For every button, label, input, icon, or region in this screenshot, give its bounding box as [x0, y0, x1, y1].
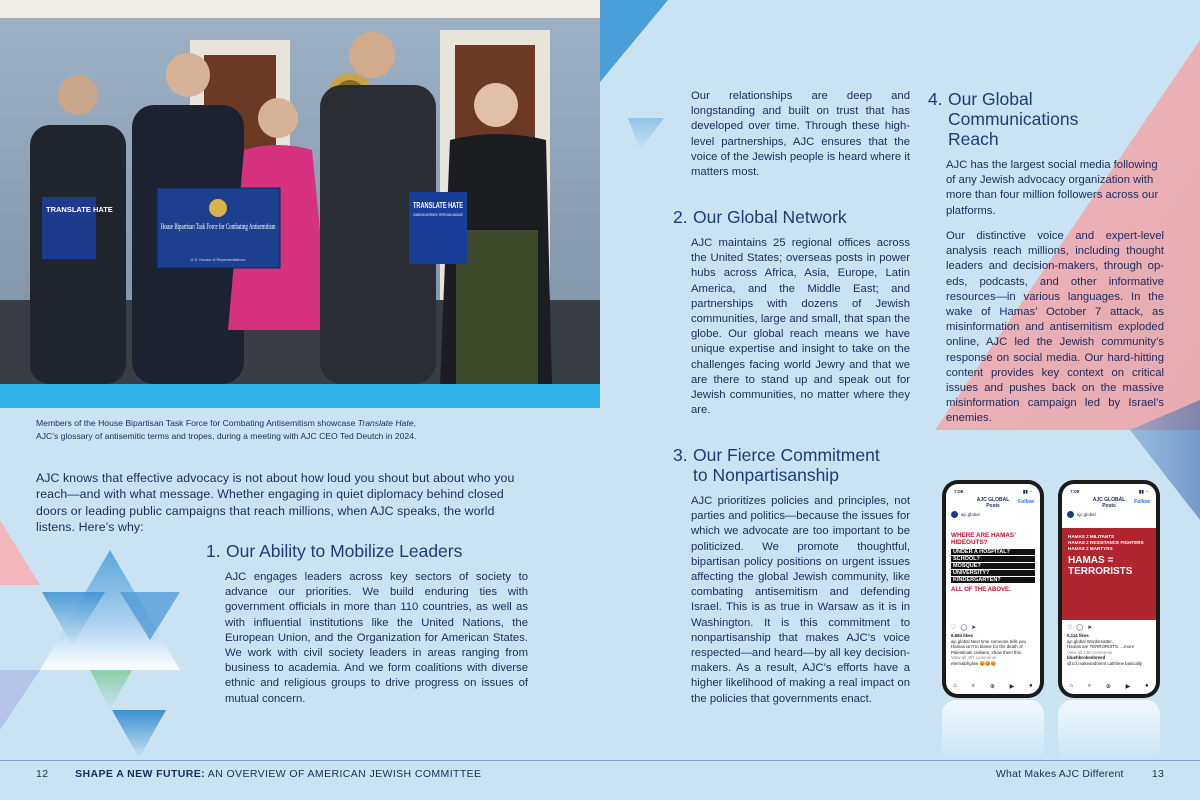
list-item: UNDER A HOSPITAL? [951, 549, 1035, 555]
section-2-title: Our Global Network [693, 207, 847, 227]
phone-right-caption-2: Hamas are TERRORISTS. ...more [1067, 644, 1135, 650]
add-icon[interactable]: ⊕ [1105, 684, 1111, 690]
section-2-body: AJC maintains 25 regional offices across the United States; overseas posts in power hubs across Africa, Asia, Europe, Latin America, and the Middle East; and partnerships with dozens of Jewish communities, large and small, that span the globe. Our global reach means we have unique expertise and insight to take on the challenges facing world Jewry and that we are there to stand up and speak out for Jewish communities, no matter where they are. [691, 237, 910, 417]
phone-right-time: 7:09 [1070, 489, 1080, 494]
section-2-number: 2. [673, 207, 688, 227]
section-1-body: AJC engages leaders across key sectors of society to advance our priorities. We build enduring ties with government officials in more than 110 countries, as well as with influential institutions like the United Nations, the European Union, and the Organization for American States. We work with civil society leaders in areas ranging from business to academia. And we form coalitions with diverse ethnic and religious groups to drive progress on issues of mutual concern. [225, 571, 528, 705]
phone-mockup-right [1058, 480, 1160, 698]
banner-title: House Bipartisan Task Force for Combating Antisemitism [160, 222, 276, 231]
share-icon[interactable]: ➤ [971, 625, 977, 631]
phone-right-caption: ajc.global Wordsmatter. [1067, 638, 1113, 644]
phone-left-caption: ajc.global Next time someone tells you Hamas isn't to blame for the death of Palestinian civilians, show them this. [951, 638, 1026, 655]
section-4-title-line-1: Our Global [948, 89, 1033, 109]
avatar [951, 511, 958, 518]
phone-right-commenter: bluehbrokenbreed [1067, 655, 1106, 661]
phone-left-post-meta [946, 622, 1040, 667]
phone-left-account-name: ajc.global [961, 512, 980, 518]
phone-left-post-image [946, 528, 1040, 620]
phone-left-likes: 6,684 likes [951, 633, 973, 638]
photo-illustration [0, 0, 600, 384]
phone-left-headline: WHERE ARE HAMAS’ HIDEOUTS? [951, 532, 1016, 547]
phone-left-footer-line: ALL OF THE ABOVE. [951, 587, 1011, 594]
phone-right-follow-button[interactable]: Follow [1134, 499, 1150, 505]
section-4-title-line-3: Reach [948, 129, 999, 149]
comment-icon[interactable]: ◯ [960, 625, 968, 631]
heart-icon[interactable]: ♡ [951, 625, 957, 631]
phone-left-reflection [942, 700, 1044, 762]
footer-right [996, 768, 1164, 780]
event-photo [0, 0, 600, 384]
section-1-number: 1. [206, 541, 221, 561]
phone-left-commenter: eternalphglow 😡😡😡 [951, 660, 996, 666]
green-triangle [90, 670, 132, 710]
phone-left-comments-link[interactable]: View all 397 comments [951, 655, 997, 661]
footer-left [36, 768, 481, 780]
list-item: UNIVERSITY? [951, 570, 1035, 576]
phone-right-big-line-1: HAMAS = [1068, 555, 1114, 567]
phone-right-post-image [1062, 528, 1156, 620]
phone-left-list [951, 549, 1035, 583]
phone-right-line: HAMAS ≠ RESISTANCE FIGHTERS [1068, 539, 1144, 545]
comment-icon[interactable]: ◯ [1076, 625, 1084, 631]
phone-right-status-bar [1062, 484, 1156, 495]
banner-subtitle: U.S. House of Representatives [190, 257, 246, 262]
home-icon[interactable]: ⌂ [953, 683, 957, 689]
phone-right-account-row [1062, 509, 1156, 520]
home-icon[interactable]: ⌂ [1069, 683, 1073, 689]
reels-icon[interactable]: ▶ [1125, 684, 1131, 690]
phone-right-header [1062, 498, 1156, 509]
list-item: SCHOOL? [951, 556, 1035, 562]
intro-paragraph: AJC knows that effective advocacy is not about how loud you shout but about who you reach—and with what message. Whether engaging in quiet diplomacy behind closed doors or leading public campaigns that reach millions, when AJC speaks, the world listens. Here’s why: [36, 471, 515, 535]
phone-right-reflection [1058, 700, 1160, 762]
phone-right-account-name: ajc.global [1077, 512, 1096, 518]
section-1-continued: Our relationships are deep and longstanding and built on trust that has developed over time. Through these high-level partnerships, AJC ensures that the voice of the Jewish people is heard where it matters most. [691, 90, 910, 179]
footer-publication-bold: SHAPE A NEW FUTURE: [75, 768, 206, 780]
caption-text-2: , [413, 418, 416, 428]
section-4-title-line-2: Communications [948, 109, 1079, 129]
list-item: MOSQUE? [951, 563, 1035, 569]
photo-accent-bar [0, 384, 600, 408]
caption-line-2: AJC’s glossary of antisemitic terms and tropes, during a meeting with AJC CEO Ted Deutch in 2024. [36, 430, 417, 441]
pink-left-edge [0, 520, 40, 585]
phone-right-post-meta [1062, 622, 1156, 667]
add-icon[interactable]: ⊕ [989, 684, 995, 690]
phone-left-header-posts: Posts [986, 502, 1000, 509]
phone-right-action-icons [1062, 622, 1156, 633]
signal-icon: ▮▮ ◔ [1138, 489, 1148, 494]
phone-left-header-account: AJC GLOBAL [976, 497, 1010, 503]
section-3-title-line-2: to Nonpartisanship [693, 465, 839, 485]
phone-left-screen [946, 484, 1040, 694]
page-number-right: 13 [1151, 768, 1164, 780]
list-item: KINDERGARTEN? [951, 577, 1035, 583]
section-2-heading [673, 207, 847, 227]
handout-subtitle: COMBATING ANTISEMITIC TROPES AND LANGUAGE [413, 213, 463, 217]
phone-left-action-icons [946, 622, 1040, 633]
page-number-left: 12 [36, 768, 49, 780]
section-1-heading [206, 541, 462, 561]
phone-right-nav [1062, 683, 1156, 690]
small-blue-triangle [628, 118, 664, 150]
phone-right-header-posts: Posts [1102, 502, 1116, 509]
reels-icon[interactable]: ▶ [1009, 684, 1015, 690]
phone-left-status-bar [946, 484, 1040, 495]
signal-icon: ▮▮ ◔ [1022, 489, 1032, 494]
footer-publication-rest: AN OVERVIEW OF AMERICAN JEWISH COMMITTEE [205, 768, 482, 780]
handout-left-title: TRANSLATE HATE [46, 205, 113, 214]
section-3-number: 3. [673, 445, 688, 465]
section-3-heading [673, 445, 880, 485]
lilac-left-triangle [0, 670, 40, 730]
section-3-title-line-1: Our Fierce Commitment [693, 445, 880, 465]
phone-right-screen [1062, 484, 1156, 694]
handout-right-title: TRANSLATE HATE [413, 201, 464, 210]
teal-triangle-top [600, 0, 668, 82]
section-4-heading [928, 89, 1078, 149]
phone-right-likes: 5,114 likes [1067, 633, 1089, 638]
profile-icon[interactable]: ● [1028, 683, 1033, 689]
heart-icon[interactable]: ♡ [1067, 625, 1073, 631]
photo-caption [36, 417, 556, 442]
phone-left-time: 7:08 [954, 489, 964, 494]
phone-right-line: HAMAS ≠ MILITANTS [1068, 534, 1115, 539]
section-4-body-2: Our distinctive voice and expert-level analysis reach millions, including thought leaders and decision-makers, through op-eds, podcasts, and other informative resources—in various languages. In the wake of Hamas’ October 7 attack, as misinformation and antisemitism exploded online, AJC led the Jewish community’s response on social media. Our hard-hitting content provides key context on critical issues and pushes back on the massive misinformation campaign led by Israel’s enemies. [946, 230, 1164, 425]
phone-left-nav [946, 683, 1040, 690]
search-icon[interactable]: ⌕ [1087, 683, 1092, 689]
phone-right-header-account: AJC GLOBAL [1092, 497, 1126, 503]
footer-section-title: What Makes AJC Different [995, 768, 1124, 780]
phone-right-line: HAMAS ≠ MARTYRS [1068, 545, 1113, 551]
section-3-body: AJC prioritizes policies and principles, not parties and politics—because the issues for which we advocate are too important to be politicized. We promote thoughtful, bipartisan policy positions on urgent issues affecting the global Jewish community, like combating antisemitism and defending Israel. This is as true in Warsaw as it is in Washington. It is this commitment to nonpartisanship that makes AJC’s voice respected—and heard—by all key decision-makers. As a result, AJC’s efforts have a higher likelihood of making a real impact on the policies that governments enact. [691, 495, 910, 705]
star-down-bottom [112, 710, 166, 758]
phone-right-commenter-text: @zcf.makeandment Lathlime basically [1067, 660, 1142, 666]
phone-mockup-left [942, 480, 1044, 698]
caption-italic-title: Translate Hate [357, 418, 414, 428]
phone-left-account-row [946, 509, 1040, 520]
section-1-title: Our Ability to Mobilize Leaders [226, 541, 463, 561]
search-icon[interactable]: ⌕ [971, 683, 976, 689]
phone-left-header [946, 498, 1040, 509]
phone-right-comments-link[interactable]: View all 148 comments [1067, 649, 1113, 655]
caption-text-1: Members of the House Bipartisan Task Force for Combating Antisemitism showcase [36, 418, 358, 428]
section-4-body-1: AJC has the largest social media following of any Jewish advocacy organization with more than four million followers across our platforms. [946, 159, 1159, 217]
footer-divider [0, 760, 1200, 761]
avatar [1067, 511, 1074, 518]
phone-left-follow-button[interactable]: Follow [1018, 499, 1034, 505]
profile-icon[interactable]: ● [1144, 683, 1149, 689]
phone-right-big-line-2: TERRORISTS [1068, 566, 1133, 578]
section-4-number: 4. [928, 89, 943, 109]
share-icon[interactable]: ➤ [1087, 625, 1093, 631]
